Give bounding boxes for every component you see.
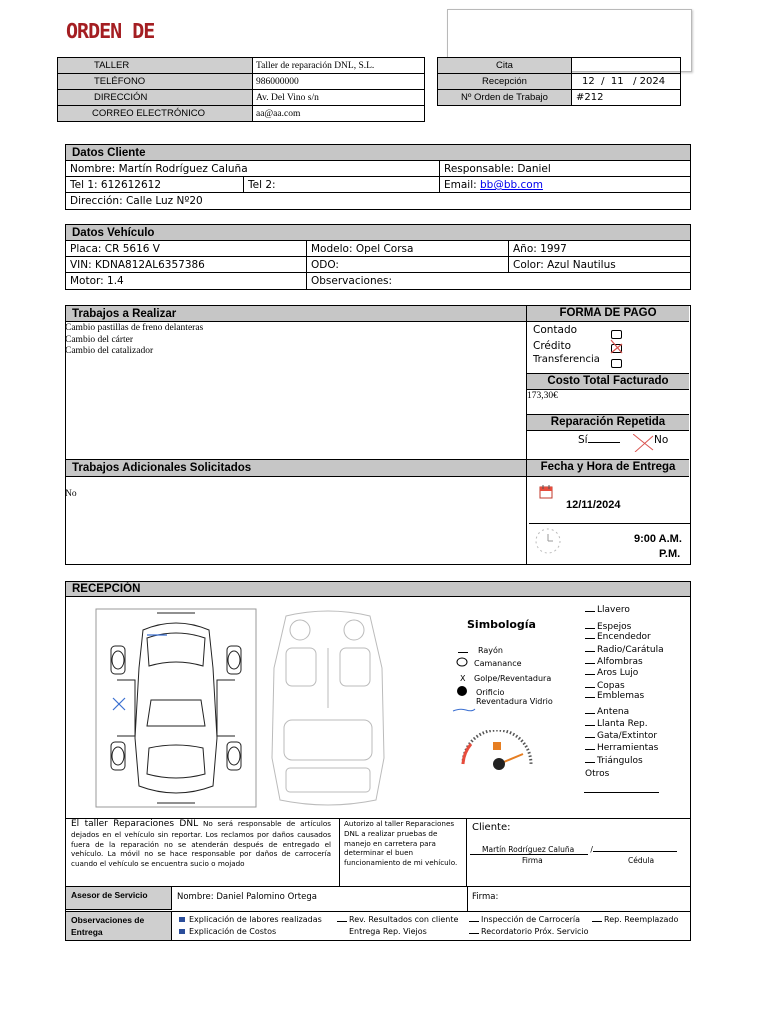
obs-item-labor-text: Explicación de labores realizadas: [189, 915, 322, 924]
job-item: Cambio del cárter: [65, 334, 134, 345]
symbology-dent: Camanance: [474, 659, 522, 668]
checklist-blank[interactable]: [585, 737, 595, 738]
obs-item-costs: [179, 927, 276, 936]
checklist-item: [585, 691, 644, 701]
workshop-email-value: aa@aa.com: [253, 106, 425, 122]
calendar-icon: [539, 484, 553, 499]
repeat-yes: [578, 434, 620, 446]
checklist-item-label: Llanta Rep.: [597, 719, 648, 729]
checklist-item-label: Antena: [597, 707, 630, 717]
checklist-item-label: Alfombras: [597, 657, 643, 667]
checklist-item: [585, 605, 630, 615]
checklist-item-label: Espejos: [597, 622, 632, 632]
obs-item-old-parts: Entrega Rep. Viejos: [349, 927, 427, 936]
client-signature-label: Cliente:: [472, 822, 511, 833]
checklist-blank[interactable]: [585, 749, 595, 750]
fuel-gauge-icon: [457, 730, 537, 772]
checklist-item: [585, 769, 609, 779]
checklist-blank[interactable]: [585, 674, 595, 675]
workshop-address-label: DIRECCIÓN: [58, 90, 253, 106]
checklist-item: [585, 622, 631, 632]
others-line: [584, 792, 659, 793]
workshop-address-value: Av. Del Vino s/n: [253, 90, 425, 106]
reception-month: 11: [610, 76, 624, 87]
obs-item-costs-text: Explicación de Costos: [189, 927, 277, 936]
client-email-label: Email:: [444, 179, 481, 191]
checklist-item: [585, 731, 657, 741]
checklist-item-label: Emblemas: [597, 691, 645, 701]
workshop-phone-label: TELÉFONO: [58, 74, 253, 90]
checklist-item-label: Encendedor: [597, 632, 651, 642]
delivery-date: 12/11/2024: [566, 499, 621, 511]
checklist-item: [585, 707, 629, 717]
delivery-time-pm: P.M.: [659, 548, 681, 560]
checklist-item: [585, 668, 638, 678]
checklist-item-label: Otros: [585, 769, 610, 779]
checklist-item-label: Triángulos: [597, 756, 643, 766]
disclaimer-body: No será responsable de artículos dejados en el vehículo sin reportar. Los reclamos por daños causados fuera de la reparación no se atenderán después de entregado el vehículo. La móvil no se hace responsable por daños de carrocería cuando el vehículo se encuentra sucio o mojado: [71, 819, 331, 869]
symbology-hit-symbol: X: [460, 674, 466, 683]
checklist-blank[interactable]: [585, 663, 595, 664]
obs-item-replaced-text: Rep. Reemplazado: [604, 915, 679, 924]
repeat-no: No: [654, 434, 669, 446]
checklist-item: [585, 657, 643, 667]
disclaimer-lead: El taller Reparaciones DNL: [71, 819, 199, 829]
dent-symbol-icon: [456, 657, 468, 667]
delivery-observations-label: [66, 912, 172, 940]
clock-icon: [534, 527, 562, 555]
checklist-blank[interactable]: [585, 687, 595, 688]
vehicle-engine: Motor: 1.4: [66, 273, 307, 289]
jobs-list: [65, 323, 203, 358]
client-section: [65, 144, 691, 210]
client-email: [440, 177, 690, 192]
checklist-blank[interactable]: [585, 638, 595, 639]
vehicle-plate: Placa: CR 5616 V: [66, 241, 307, 256]
work-order-value: #212: [572, 90, 681, 106]
vehicle-vin: VIN: KDNA812AL6357386: [66, 257, 307, 272]
payment-option-transfer: Transferencia: [533, 354, 600, 365]
symbology-scratch: Rayón: [478, 646, 503, 655]
checklist-item-label: Copas: [597, 681, 625, 691]
obs-item-body: [469, 915, 580, 924]
checklist-item: [585, 681, 625, 691]
obs-item-labor: [179, 915, 322, 924]
repeat-no-mark-icon: [633, 434, 655, 452]
vehicle-header: Datos Vehículo: [66, 225, 690, 241]
advisor-label: Asesor de Servicio: [66, 887, 172, 910]
jobs-header: Trabajos a Realizar: [66, 306, 526, 322]
reception-date: 12 / 11 / 2024: [572, 74, 681, 90]
reception-header: RECEPCIÓN: [66, 582, 690, 597]
appointment-label: Cita: [438, 58, 572, 74]
reception-year: 2024: [639, 76, 666, 87]
authorization-text: Autorizo al taller Reparaciones DNL a realizar pruebas de manejo en carretera para determinar el buen funcionamiento de mi vehículo.: [339, 818, 467, 886]
workshop-phone-value: 986000000: [253, 74, 425, 90]
payment-header: FORMA DE PAGO: [527, 306, 689, 322]
checklist-item: [585, 756, 643, 766]
reception-label: Recepción: [438, 74, 572, 90]
vehicle-color: Color: Azul Nautilus: [513, 259, 616, 271]
appointment-table: [437, 57, 681, 106]
vehicle-year: Año: 1997: [513, 243, 567, 255]
checklist-item-label: Aros Lujo: [597, 668, 639, 678]
obs-item-reminder-text: Recordatorio Próx. Servicio: [481, 927, 589, 936]
workshop-name-label: TALLER: [58, 58, 253, 74]
disclaimer-text: [65, 818, 339, 886]
checklist-item-label: Radio/Carátula: [597, 645, 664, 655]
checklist-blank[interactable]: [585, 697, 595, 698]
checklist-blank[interactable]: [585, 651, 595, 652]
signature-caption: Firma: [522, 856, 543, 865]
payment-option-cash: Contado: [533, 324, 578, 336]
client-address: Dirección: Calle Luz Nº20: [70, 195, 203, 207]
delivery-header: Fecha y Hora de Entrega: [527, 459, 689, 477]
vehicle-model: Modelo: Opel Corsa: [307, 241, 509, 256]
hole-symbol-icon: [456, 685, 468, 697]
additional-jobs-value: No: [65, 489, 77, 499]
checklist-item: [585, 645, 664, 655]
delivery-observations-label-1: Observaciones de: [71, 915, 145, 925]
client-phone1: Tel 1: 612612612: [66, 177, 244, 192]
obs-item-body-text: Inspección de Carrocería: [481, 915, 581, 924]
car-top-view-diagram: [95, 608, 257, 808]
checklist-blank[interactable]: [585, 611, 595, 612]
client-email-link[interactable]: bb@bb.com: [480, 179, 543, 191]
repeat-repair-header: Reparación Repetida: [527, 414, 689, 431]
client-header: Datos Cliente: [66, 145, 690, 161]
client-name: Nombre: Martín Rodríguez Caluña: [66, 161, 440, 176]
workshop-name-value: Taller de reparación DNL, S.L.: [253, 58, 425, 74]
advisor-name: Nombre: Daniel Palomino Ortega: [177, 892, 317, 902]
checklist-item: [585, 743, 658, 753]
vehicle-observations: Observaciones:: [311, 275, 393, 287]
delivery-time-am: 9:00 A.M.: [634, 533, 682, 545]
checklist-item-label: Llavero: [597, 605, 630, 615]
client-phone2: Tel 2:: [244, 177, 440, 192]
work-order-label: Nº Orden de Trabajo: [438, 90, 572, 106]
symbology-hole: Orificio: [476, 688, 505, 697]
total-cost-value: 173,30€: [527, 391, 558, 401]
repeat-yes-label: Sí: [578, 434, 588, 446]
id-caption: Cédula: [628, 856, 655, 865]
checklist-item-label: Gata/Extintor: [597, 731, 658, 741]
total-cost-header: Costo Total Facturado: [527, 373, 689, 390]
vehicle-section: [65, 224, 691, 290]
checklist-blank[interactable]: [585, 628, 595, 629]
delivery-observations-label-2: Entrega: [71, 927, 103, 937]
symbology-glass: Reventadura Vidrio: [476, 697, 553, 706]
client-responsible: Responsable: Daniel: [444, 163, 551, 175]
checklist-item-label: Herramientas: [597, 743, 659, 753]
checklist-blank[interactable]: [585, 713, 595, 714]
checked-mark-icon: [611, 344, 622, 353]
advisor-signature: Firma:: [472, 892, 499, 902]
reception-day: 12: [582, 76, 595, 87]
checklist-item: [585, 632, 651, 642]
vehicle-odo: ODO:: [307, 257, 509, 272]
job-item: Cambio pastillas de freno delanteras: [65, 323, 204, 333]
payment-credit-checkbox[interactable]: [611, 344, 622, 353]
glass-symbol-icon: [452, 707, 476, 713]
symbology-hit: Golpe/Reventadura: [474, 674, 552, 683]
checklist-item: [585, 719, 648, 729]
car-interior-diagram: [266, 608, 390, 808]
workshop-info-table: [57, 57, 425, 122]
symbology-scratch-marker: [458, 646, 470, 655]
job-item: Cambio del catalizador: [65, 346, 154, 356]
appointment-value: [572, 58, 681, 74]
payment-transfer-checkbox[interactable]: [611, 359, 622, 368]
document-title: ORDEN DE: [66, 19, 155, 43]
obs-item-replaced: [592, 915, 678, 924]
checklist-blank[interactable]: [585, 762, 595, 763]
obs-item-review-text: Rev. Resultados con cliente: [349, 915, 459, 924]
payment-option-credit: Crédito: [533, 340, 572, 352]
symbology-title: Simbología: [467, 618, 536, 631]
obs-item-reminder: [469, 927, 589, 936]
client-signature-line: Martín Rodríguez Caluña /: [470, 845, 686, 855]
payment-cash-checkbox[interactable]: [611, 330, 622, 339]
additional-jobs-header: Trabajos Adicionales Solicitados: [66, 459, 526, 477]
obs-item-review: [337, 915, 458, 924]
workshop-email-label: CORREO ELECTRÓNICO: [58, 106, 253, 122]
client-signature-name: Martín Rodríguez Caluña: [470, 845, 588, 855]
checklist-blank[interactable]: [585, 725, 595, 726]
